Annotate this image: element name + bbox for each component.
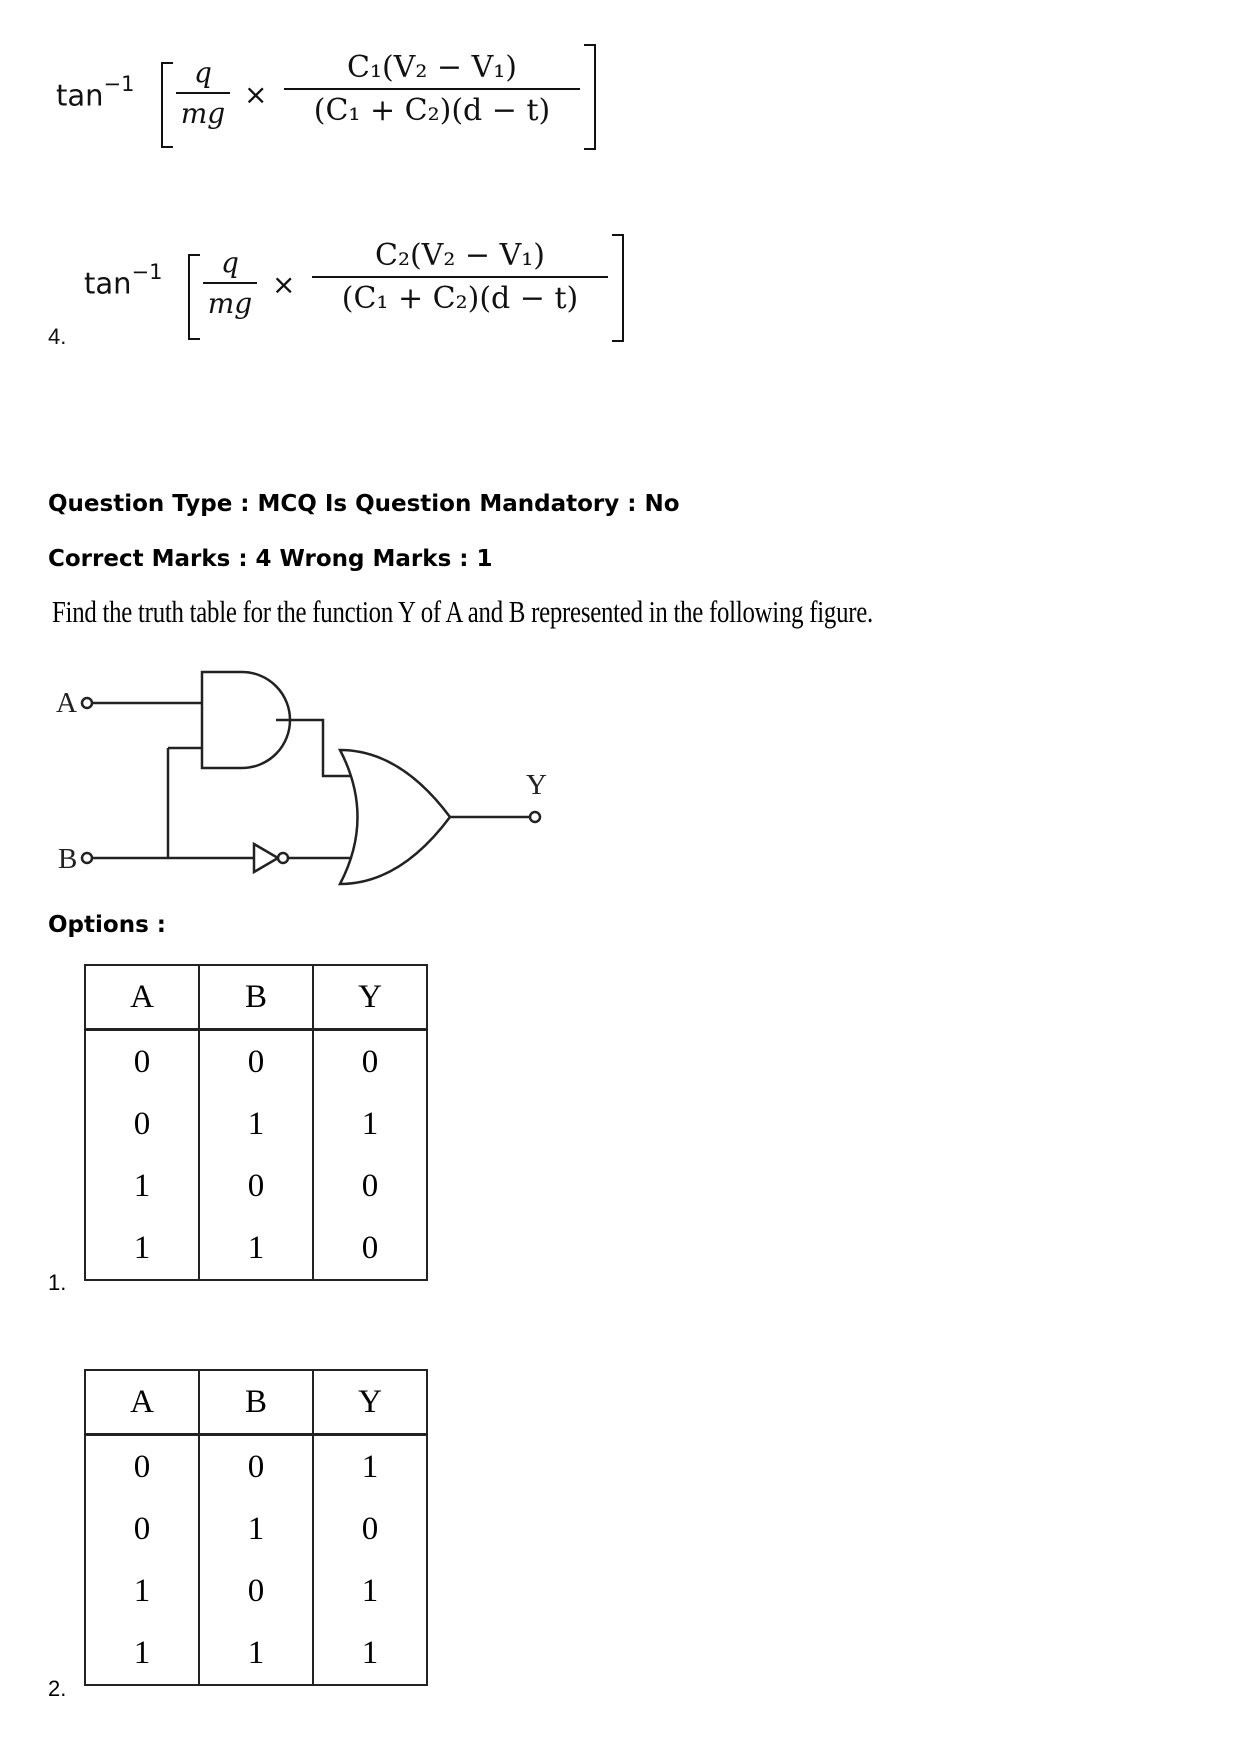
question-text: Find the truth table for the function Y of A and B represented in the following figure. — [52, 594, 873, 629]
not-bubble — [278, 853, 288, 863]
table-header-row — [85, 1370, 427, 1435]
or-gate — [340, 750, 450, 884]
header-y: Y — [313, 1370, 427, 1435]
cell: 0 — [313, 1498, 427, 1560]
times-sign: × — [272, 268, 296, 301]
option-number: 2. — [48, 1676, 67, 1701]
cell: 0 — [199, 1560, 313, 1622]
truth-table-option-2 — [84, 1369, 428, 1686]
table-row — [85, 1498, 427, 1560]
option-number: 4. — [48, 324, 67, 349]
fraction-bar — [203, 282, 257, 284]
power: −1 — [131, 260, 163, 284]
logic-circuit — [40, 660, 560, 890]
truth-table-option-1 — [84, 964, 428, 1281]
question-type-line: Question Type : MCQ Is Question Mandatory : No — [48, 491, 680, 517]
header-b: B — [199, 965, 313, 1030]
cell: 1 — [199, 1217, 313, 1280]
table-row — [85, 1030, 427, 1094]
cell: 0 — [313, 1155, 427, 1217]
function-name: tan — [56, 78, 104, 113]
denominator: (C₁ + C₂)(d − t) — [313, 93, 551, 128]
table-row — [85, 1093, 427, 1155]
cell: 1 — [85, 1217, 199, 1280]
cell: 1 — [313, 1622, 427, 1685]
numerator: C₂(V₂ − V₁) — [375, 238, 545, 273]
cell: 1 — [199, 1622, 313, 1685]
header-a: A — [85, 965, 199, 1030]
numerator: q — [221, 246, 239, 279]
right-bracket — [612, 234, 624, 342]
fraction-capacitance — [284, 50, 580, 128]
marks-line: Correct Marks : 4 Wrong Marks : 1 — [48, 546, 493, 572]
cell: 1 — [313, 1093, 427, 1155]
output-terminal — [530, 812, 540, 822]
input-a-terminal — [82, 698, 92, 708]
cell: 1 — [199, 1498, 313, 1560]
power: −1 — [103, 72, 135, 96]
fraction-q-over-mg — [176, 56, 230, 130]
formula-option-3 — [0, 0, 700, 160]
cell: 1 — [199, 1093, 313, 1155]
denominator: mg — [207, 287, 253, 320]
cell: 0 — [313, 1217, 427, 1280]
fraction-q-over-mg — [203, 246, 257, 320]
right-bracket — [584, 44, 596, 150]
cell: 1 — [313, 1560, 427, 1622]
label-y: Y — [526, 769, 547, 801]
numerator: q — [194, 56, 212, 89]
cell: 0 — [199, 1155, 313, 1217]
cell: 1 — [313, 1435, 427, 1499]
function-name: tan — [84, 266, 132, 301]
table-row — [85, 1435, 427, 1499]
cell: 1 — [85, 1155, 199, 1217]
tan-inverse — [84, 260, 163, 301]
cell: 0 — [85, 1093, 199, 1155]
label-b: B — [58, 843, 78, 875]
label-a: A — [56, 687, 77, 719]
header-y: Y — [313, 965, 427, 1030]
numerator: C₁(V₂ − V₁) — [347, 50, 517, 85]
times-sign: × — [244, 78, 268, 111]
not-gate — [254, 844, 278, 872]
fraction-capacitance — [312, 238, 608, 316]
header-a: A — [85, 1370, 199, 1435]
header-b: B — [199, 1370, 313, 1435]
fraction-bar — [284, 88, 580, 90]
tan-inverse — [56, 72, 135, 113]
table-row — [85, 1155, 427, 1217]
cell: 0 — [85, 1030, 199, 1094]
table-header-row — [85, 965, 427, 1030]
options-label: Options : — [48, 912, 166, 938]
denominator: mg — [180, 97, 226, 130]
fraction-bar — [312, 276, 608, 278]
cell: 0 — [199, 1030, 313, 1094]
fraction-bar — [176, 92, 230, 94]
cell: 0 — [85, 1498, 199, 1560]
cell: 0 — [313, 1030, 427, 1094]
cell: 0 — [199, 1435, 313, 1499]
input-b-terminal — [82, 853, 92, 863]
option-number: 1. — [48, 1270, 67, 1295]
left-bracket — [161, 62, 173, 148]
cell: 1 — [85, 1560, 199, 1622]
table-row — [85, 1217, 427, 1280]
denominator: (C₁ + C₂)(d − t) — [341, 281, 579, 316]
cell: 1 — [85, 1622, 199, 1685]
table-row — [85, 1622, 427, 1685]
formula-option-4 — [0, 220, 700, 380]
table-row — [85, 1560, 427, 1622]
cell: 0 — [85, 1435, 199, 1499]
left-bracket — [188, 254, 200, 340]
